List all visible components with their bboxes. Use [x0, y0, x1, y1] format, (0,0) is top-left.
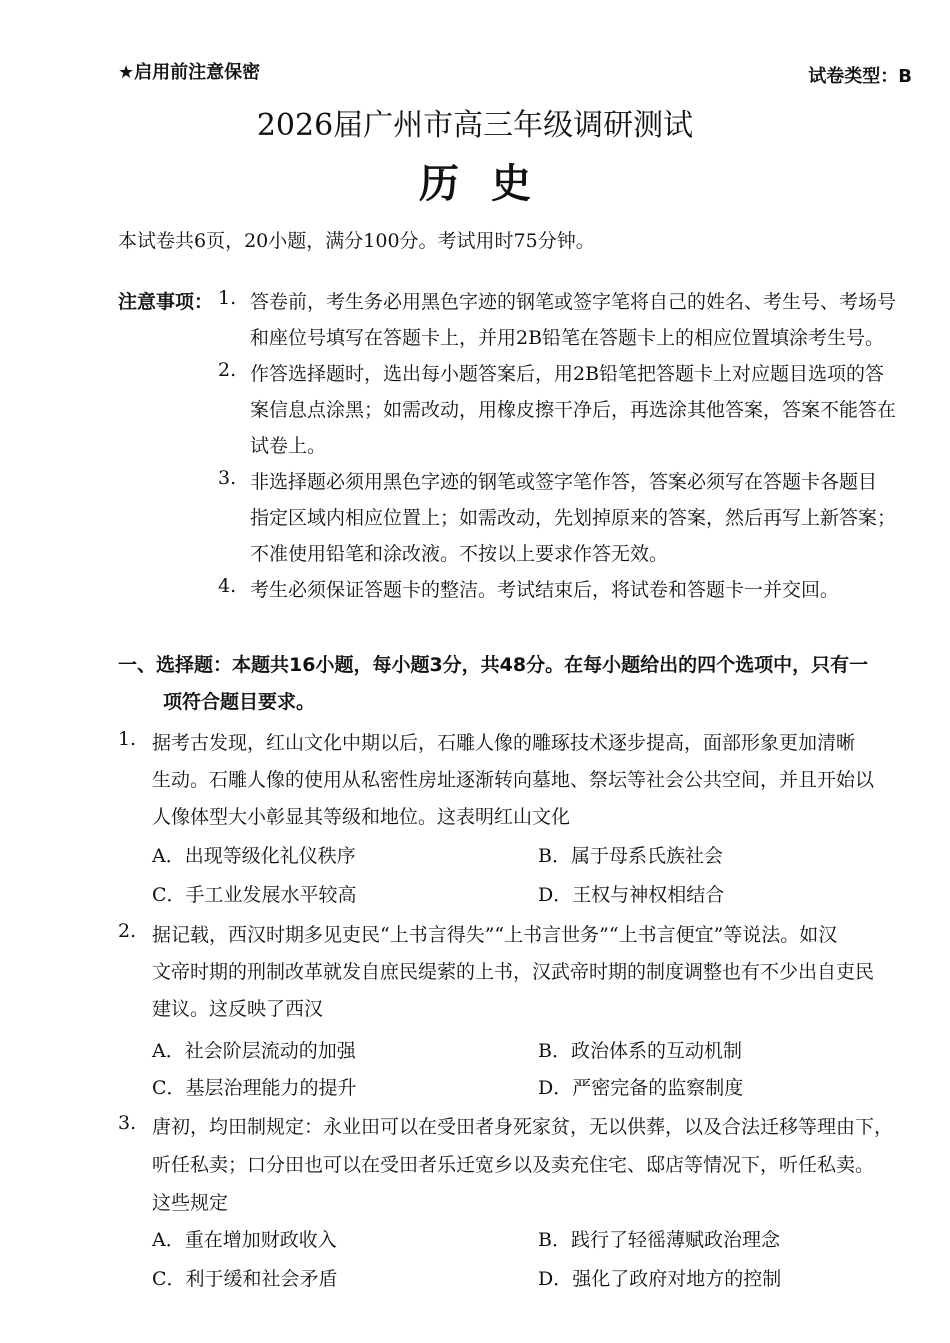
- question-stem-line: 建议。这反映了西汉: [152, 998, 324, 1020]
- answer-option: D．王权与神权相结合: [538, 884, 725, 906]
- notice-item-number: 2.: [218, 359, 237, 381]
- question-number: 1.: [118, 728, 137, 750]
- question-stem-line: 生动。石雕人像的使用从私密性房址逐渐转向墓地、祭坛等社会公共空间，并且开始以: [152, 769, 875, 791]
- answer-option: B．践行了轻徭薄赋政治理念: [538, 1229, 780, 1251]
- notice-item-line: 试卷上。: [250, 435, 327, 457]
- notice-item-line: 考生必须保证答题卡的整洁。考试结束后，将试卷和答题卡一并交回。: [250, 579, 840, 601]
- section-heading: 一、选择题：本题共16小题，每小题3分，共48分。在每小题给出的四个选项中，只有一: [118, 654, 869, 676]
- question-number: 3.: [118, 1112, 137, 1134]
- notice-item-line: 答卷前，考生务必用黑色字迹的钢笔或签字笔将自己的姓名、考生号、考场号: [250, 291, 897, 313]
- notice-item-line: 和座位号填写在答题卡上，并用2B铅笔在答题卡上的相应位置填涂考生号。: [250, 327, 885, 349]
- answer-option: C．利于缓和社会矛盾: [152, 1268, 338, 1290]
- answer-option: C．基层治理能力的提升: [152, 1077, 357, 1099]
- section-heading: 项符合题目要求。: [163, 691, 316, 713]
- notice-item-line: 案信息点涂黑；如需改动，用橡皮擦干净后，再选涂其他答案，答案不能答在: [250, 399, 897, 421]
- notice-item-line: 作答选择题时，选出每小题答案后，用2B铅笔把答题卡上对应题目选项的答: [250, 363, 885, 385]
- notice-label: 注意事项：: [118, 291, 214, 313]
- notice-item-number: 3.: [218, 467, 237, 489]
- answer-option: A．社会阶层流动的加强: [152, 1040, 356, 1062]
- question-stem-line: 唐初，均田制规定：永业田可以在受田者身死家贫，无以供葬，以及合法迁移等理由下，: [152, 1116, 894, 1138]
- question-stem-line: 据考古发现，红山文化中期以后，石雕人像的雕琢技术逐步提高，面部形象更加清晰: [152, 732, 856, 754]
- question-stem-line: 这些规定: [152, 1192, 229, 1214]
- answer-option: A．出现等级化礼仪秩序: [152, 845, 356, 867]
- answer-option: B．属于母系氏族社会: [538, 845, 723, 867]
- question-stem-line: 听任私卖；口分田也可以在受田者乐迁宽乡以及卖充住宅、邸店等情况下，听任私卖。: [152, 1154, 875, 1176]
- paper-type: 试卷类型：B: [808, 66, 912, 87]
- answer-option: B．政治体系的互动机制: [538, 1040, 742, 1062]
- notice-item-line: 指定区域内相应位置上；如需改动，先划掉原来的答案，然后再写上新答案；: [250, 507, 897, 529]
- question-stem-line: 据记载，西汉时期多见吏民“上书言得失”“上书言世务”“上书言便宜”等说法。如汉: [152, 924, 838, 946]
- notice-item-line: 非选择题必须用黑色字迹的钢笔或签字笔作答，答案必须写在答题卡各题目: [250, 471, 878, 493]
- notice-item-line: 不准使用铅笔和涂改液。不按以上要求作答无效。: [250, 543, 669, 565]
- question-stem-line: 人像体型大小彰显其等级和地位。这表明红山文化: [152, 806, 571, 828]
- exam-intro: 本试卷共6页，20小题，满分100分。考试用时75分钟。: [118, 230, 595, 252]
- question-stem-line: 文帝时期的刑制改革就发自庶民缇萦的上书，汉武帝时期的制度调整也有不少出自吏民: [152, 961, 875, 983]
- answer-option: C．手工业发展水平较高: [152, 884, 357, 906]
- answer-option: D．严密完备的监察制度: [538, 1077, 744, 1099]
- confidential-notice: ★启用前注意保密: [118, 62, 261, 83]
- answer-option: D．强化了政府对地方的控制: [538, 1268, 782, 1290]
- notice-item-number: 1.: [218, 287, 237, 309]
- question-number: 2.: [118, 920, 137, 942]
- subject-title: 历史: [419, 161, 563, 207]
- answer-option: A．重在增加财政收入: [152, 1229, 337, 1251]
- exam-title: 2026届广州市高三年级调研测试: [256, 108, 694, 143]
- notice-item-number: 4.: [218, 575, 237, 597]
